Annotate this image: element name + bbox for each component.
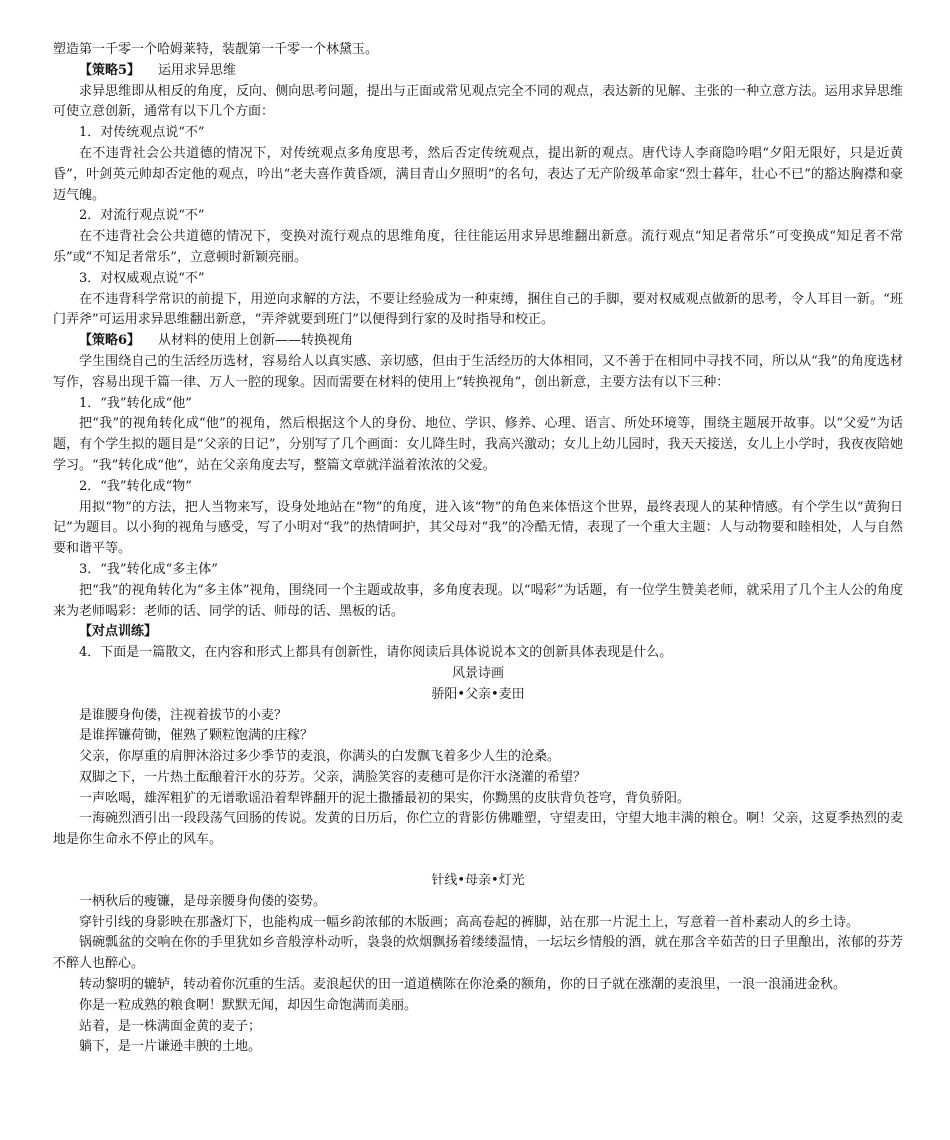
strategy6-point2-body: 用拟“物”的方法，把人当物来写，设身处地站在“物”的角度，进入该“物”的角色来体悟这个世界，最终表现人的某种情感。有个学生以“黄狗日记”为题目。以小狗的视角与感受，写了小明对“我”的热情呵护，其父母对“我”的冷酷无情，表现了一个重大主题：人与动物要和睦相处，人与自然要和谐平等。 bbox=[53, 499, 903, 557]
essay-section1-subtitle: 骄阳•父亲•麦田 bbox=[431, 686, 525, 702]
strategy5-point2-body: 在不违背社会公共道德的情况下，变换对流行观点的思维角度，往往能运用求异思维翻出新意。流行观点“知足者常乐”可变换成“知足者不常乐”或“不知足者常乐”，立意顿时新颖亮丽。 bbox=[53, 229, 903, 265]
essay-section1-paragraph: 是谁挥镰荷锄，催熟了颗粒饱满的庄稼？ bbox=[79, 728, 314, 744]
strategy6-point3-body: 把“我”的视角转化为“多主体”视角，围绕同一个主题或故事，多角度表现。以“喝彩”为话题，有一位学生赞美老师，就采用了几个主人公的角度来为老师喝彩：老师的话、同学的话、师母的话、黑板的话。 bbox=[53, 582, 903, 619]
strategy5-point3-title: 3．对权威观点说“不” bbox=[79, 270, 205, 286]
essay-section1-paragraph: 一声吆喝，雄浑粗犷的无谱歌谣沿着犁铧翻开的泥土撒播最初的果实，你黝黑的皮肤背负苍穹，背负骄阳。 bbox=[79, 790, 691, 806]
essay-section2-paragraph: 转动黎明的辘轳，转动着你沉重的生活。麦浪起伏的田一道道横陈在你沧桑的额角，你的日子就在涨潮的麦浪里，一浪一浪涌进金秋。 bbox=[79, 977, 847, 993]
intro-line: 塑造第一千零一个哈姆莱特，装靓第一千零一个林黛玉。 bbox=[53, 42, 379, 57]
essay-section2-paragraph: 一柄秋后的瘦镰，是母亲腰身佝偻的姿势。 bbox=[79, 893, 327, 909]
essay-title: 风景诗画 bbox=[451, 665, 504, 681]
essay-section1-paragraph: 父亲，你厚重的肩胛沐浴过多少季节的麦浪，你满头的白发飘飞着多少人生的沧桑。 bbox=[79, 749, 561, 765]
strategy5-point1-body: 在不违背社会公共道德的情况下，对传统观点多角度思考，然后否定传统观点，提出新的观点。唐代诗人李商隐吟唱“夕阳无限好，只是近黄昏”，叶剑英元帅却否定他的观点，吟出“老夫喜作黄昏颂，满目青山夕照明”的名句，表达了无产阶级革命家“烈士暮年，壮心不已”的豁达胸襟和豪迈气魄。 bbox=[53, 145, 903, 203]
strategy5-point1-title: 1．对传统观点说“不” bbox=[79, 125, 205, 141]
strategy5-point2-title: 2．对流行观点说“不” bbox=[79, 208, 205, 224]
essay-section2-paragraph: 穿针引线的身影映在那盏灯下，也能构成一幅乡韵浓郁的木版画；高高卷起的裤脚，站在那一片泥土上，写意着一首朴素动人的乡土诗。 bbox=[79, 914, 860, 930]
strategy6-heading bbox=[53, 331, 903, 352]
strategy5-title: 运用求异思维 bbox=[158, 62, 237, 78]
essay-section1-paragraph: 是谁腰身佝偻，注视着拔节的小麦？ bbox=[79, 707, 288, 723]
essay-section1-paragraph: 双脚之下，一片热土酝酿着汗水的芬芳。父亲，满脸笑容的麦穗可是你汗水浇灌的希望？ bbox=[79, 769, 587, 785]
essay-section2-paragraph: 锅碗瓢盆的交响在你的手里犹如乡音般淳朴动听，袅袅的炊烟飘扬着缕缕温情，一坛坛乡情般的酒，就在那含辛茹苦的日子里酿出，浓郁的芬芳不醉人也醉心。 bbox=[53, 935, 903, 972]
practice-label: 【对点训练】 bbox=[79, 624, 158, 640]
section-spacer bbox=[53, 851, 903, 871]
strategy5-point3-body: 在不违背科学常识的前提下，用逆向求解的方法，不要让经验成为一种束缚，捆住自己的手脚，要对权威观点做新的思考，令人耳目一新。“班门弄斧”可运用求异思维翻出新意，“弄斧就要到班门”以便得到行家的及时指导和校正。 bbox=[53, 291, 903, 328]
strategy6-point1-body: 把“我”的视角转化成“他”的视角，然后根据这个人的身份、地位、学识、修养、心理、语言、所处环境等，围绕主题展开故事。以“父爱”为话题，有个学生拟的题目是“父亲的日记”，分别写了几个画面：女儿降生时，我高兴激动；女儿上幼儿园时，我天天接送，女儿上小学时，我夜夜陪她学习。“我”转化成“他”，站在父亲角度去写，整篇文章就洋溢着浓浓的父爱。 bbox=[53, 416, 903, 473]
strategy5-label: 【策略5】 bbox=[79, 62, 141, 78]
document-page bbox=[53, 40, 903, 1058]
strategy6-point1-title: 1．“我”转化成“他” bbox=[79, 395, 192, 411]
essay-section2-paragraph: 躺下，是一片谦逊丰腴的土地。 bbox=[79, 1039, 262, 1055]
practice-heading bbox=[53, 622, 903, 643]
strategy6-intro: 学生围绕自己的生活经历选材，容易给人以真实感、亲切感，但由于生活经历的大体相同，又不善于在相同中寻找不同，所以从“我”的角度选材写作，容易出现千篇一律、万人一腔的现象。因而需要在材料的使用上“转换视角”，创出新意，主要方法有以下三种： bbox=[53, 353, 903, 390]
essay-section2-paragraph: 站着，是一株满面金黄的麦子； bbox=[79, 1018, 262, 1034]
essay-section2-subtitle: 针线•母亲•灯光 bbox=[431, 873, 525, 889]
practice-question: 4．下面是一篇散文，在内容和形式上都具有创新性，请你阅读后具体说说本文的创新具体表现是什么。 bbox=[79, 645, 673, 661]
strategy6-title: 从材料的使用上创新——转换视角 bbox=[158, 333, 354, 349]
essay-section2-paragraph: 你是一粒成熟的粮食啊！默默无闻，却因生命饱满而美丽。 bbox=[79, 997, 418, 1013]
strategy6-label: 【策略6】 bbox=[79, 333, 141, 349]
strategy6-point2-title: 2．“我”转化成“物” bbox=[79, 478, 192, 494]
strategy5-intro: 求异思维即从相反的角度，反向、侧向思考问题，提出与正面或常见观点完全不同的观点，表达新的见解、主张的一种立意方法。运用求异思维可使立意创新，通常有以下几个方面： bbox=[53, 83, 903, 120]
strategy6-point3-title: 3．“我”转化成“多主体” bbox=[79, 561, 218, 577]
essay-section1-paragraph: 一海碗烈酒引出一段段荡气回肠的传说。发黄的日历后，你伫立的背影仿佛雕塑，守望麦田，守望大地丰满的粮仓。啊！父亲，这夏季热烈的麦地是你生命永不停止的风车。 bbox=[53, 811, 903, 848]
strategy5-heading bbox=[53, 61, 903, 82]
